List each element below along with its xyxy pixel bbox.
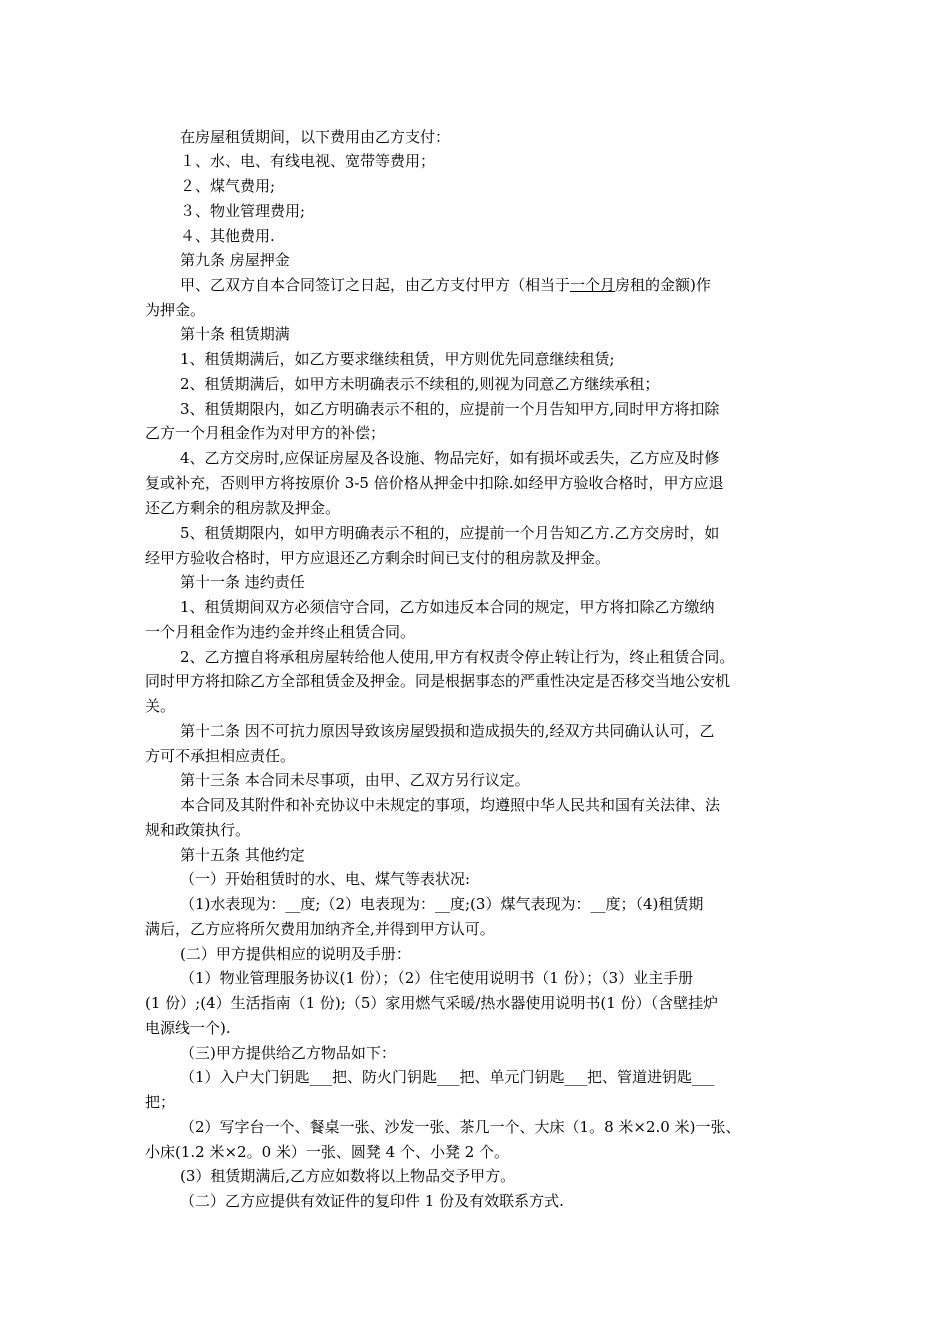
text-line: （二）乙方应提供有效证件的复印件 1 份及有效联系方式. <box>180 1192 564 1210</box>
text-line: 1、租赁期满后，如乙方要求继续租赁，甲方则优先同意继续租赁; <box>180 350 615 368</box>
text-line: ３、物业管理费用; <box>180 202 306 220</box>
text-line: (3）租赁期满后,乙方应如数将以上物品交予甲方。 <box>180 1167 516 1185</box>
text-line: 2、租赁期满后，如甲方未明确表示不续租的,则视为同意乙方继续承租； <box>180 375 660 393</box>
text-line: 第十二条 因不可抗力原因导致该房屋毁损和造成损失的,经双方共同确认认可，乙 <box>180 722 715 740</box>
text-line: 电源线一个). <box>145 1019 231 1037</box>
text-line: 同时甲方将扣除乙方全部租赁金及押金。同是根据事态的严重性决定是否移交当地公安机 <box>145 672 731 690</box>
text-line: 把； <box>145 1093 176 1111</box>
text-line: 规和政策执行。 <box>145 821 251 839</box>
text-line: １、水、电、有线电视、宽带等费用； <box>180 152 436 170</box>
text-line: （一）开始租赁时的水、电、煤气等表状况: <box>180 870 471 888</box>
text-line: 满后，乙方应将所欠费用加纳齐全,并得到甲方认可。 <box>145 920 495 938</box>
text-line: (1 份）;(4）生活指南（1 份);（5）家用燃气采暖/热水器使用说明书(1 份）（含壁挂炉 <box>145 994 719 1012</box>
text-line: 在房屋租赁期间，以下费用由乙方支付： <box>180 128 451 146</box>
text-line: 还乙方剩余的租房款及押金。 <box>145 499 341 517</box>
text-line: （三)甲方提供给乙方物品如下： <box>180 1044 396 1062</box>
text-line: 1、租赁期间双方必须信守合同，乙方如违反本合同的规定，甲方将扣除乙方缴纳 <box>180 598 715 616</box>
text-line: ４、其他费用. <box>180 227 275 245</box>
text-segment: 房租的金额)作 <box>615 276 711 294</box>
text-line: 为押金。 <box>145 301 206 319</box>
text-line: 4、乙方交房时,应保证房屋及各设施、物品完好，如有损坏或丢失，乙方应及时修 <box>180 449 720 467</box>
text-line: （1)水表现为：__度;（2）电表现为：__度;(3）煤气表现为：__度；（4)租赁期 <box>180 895 704 913</box>
text-line: 5、租赁期限内，如甲方明确表示不租的，应提前一个月告知乙方.乙方交房时，如 <box>180 524 720 542</box>
text-line: 2、乙方擅自将承租房屋转给他人使用,甲方有权责令停止转让行为，终止租赁合同。 <box>180 648 735 666</box>
text-line: 关。 <box>145 697 176 715</box>
text-line: （1）物业管理服务协议(1 份）；（2）住宅使用说明书（1 份）；（3）业主手册 <box>180 969 694 987</box>
text-line: 本合同及其附件和补充协议中未规定的事项，均遵照中华人民共和国有关法律、法 <box>180 796 721 814</box>
section-heading: 第十一条 违约责任 <box>180 573 305 591</box>
text-line: (二）甲方提供相应的说明及手册： <box>180 945 411 963</box>
text-line: ２、煤气费用; <box>180 177 276 195</box>
text-line: 3、租赁期限内，如乙方明确表示不租的，应提前一个月告知甲方,同时甲方将扣除 <box>180 400 720 418</box>
section-heading: 第十五条 其他约定 <box>180 846 305 864</box>
text-segment: 甲、乙双方自本合同签订之日起，由乙方支付甲方（相当于 <box>180 276 571 294</box>
text-line <box>180 273 711 297</box>
text-line: （2）写字台一个、餐桌一张、沙发一张、茶几一个、大床（1。8 米×2.0 米)一张、 <box>180 1118 741 1136</box>
text-line: （1）入户大门钥匙___把、防火门钥匙___把、单元门钥匙___把、管道进钥匙___ <box>180 1068 715 1086</box>
text-line: 复或补充，否则甲方将按原价 3-5 倍价格从押金中扣除.如经甲方验收合格时，甲方应退 <box>145 474 724 492</box>
text-line: 乙方一个月租金作为对甲方的补偿； <box>145 424 386 442</box>
section-heading: 第九条 房屋押金 <box>180 251 290 269</box>
text-line: 小床(1.2 米×2。0 米）一张、圆凳 4 个、小凳 2 个。 <box>145 1143 510 1161</box>
underlined-term: 一个月 <box>570 276 616 294</box>
text-line: 方可不承担相应责任。 <box>145 747 296 765</box>
section-heading: 第十条 租赁期满 <box>180 325 290 343</box>
text-line: 经甲方验收合格时，甲方应退还乙方剩余时间已支付的租房款及押金。 <box>145 549 611 567</box>
text-line: 一个月租金作为违约金并终止租赁合同。 <box>145 623 416 641</box>
text-line: 第十三条 本合同未尽事项，由甲、乙双方另行议定。 <box>180 771 530 789</box>
